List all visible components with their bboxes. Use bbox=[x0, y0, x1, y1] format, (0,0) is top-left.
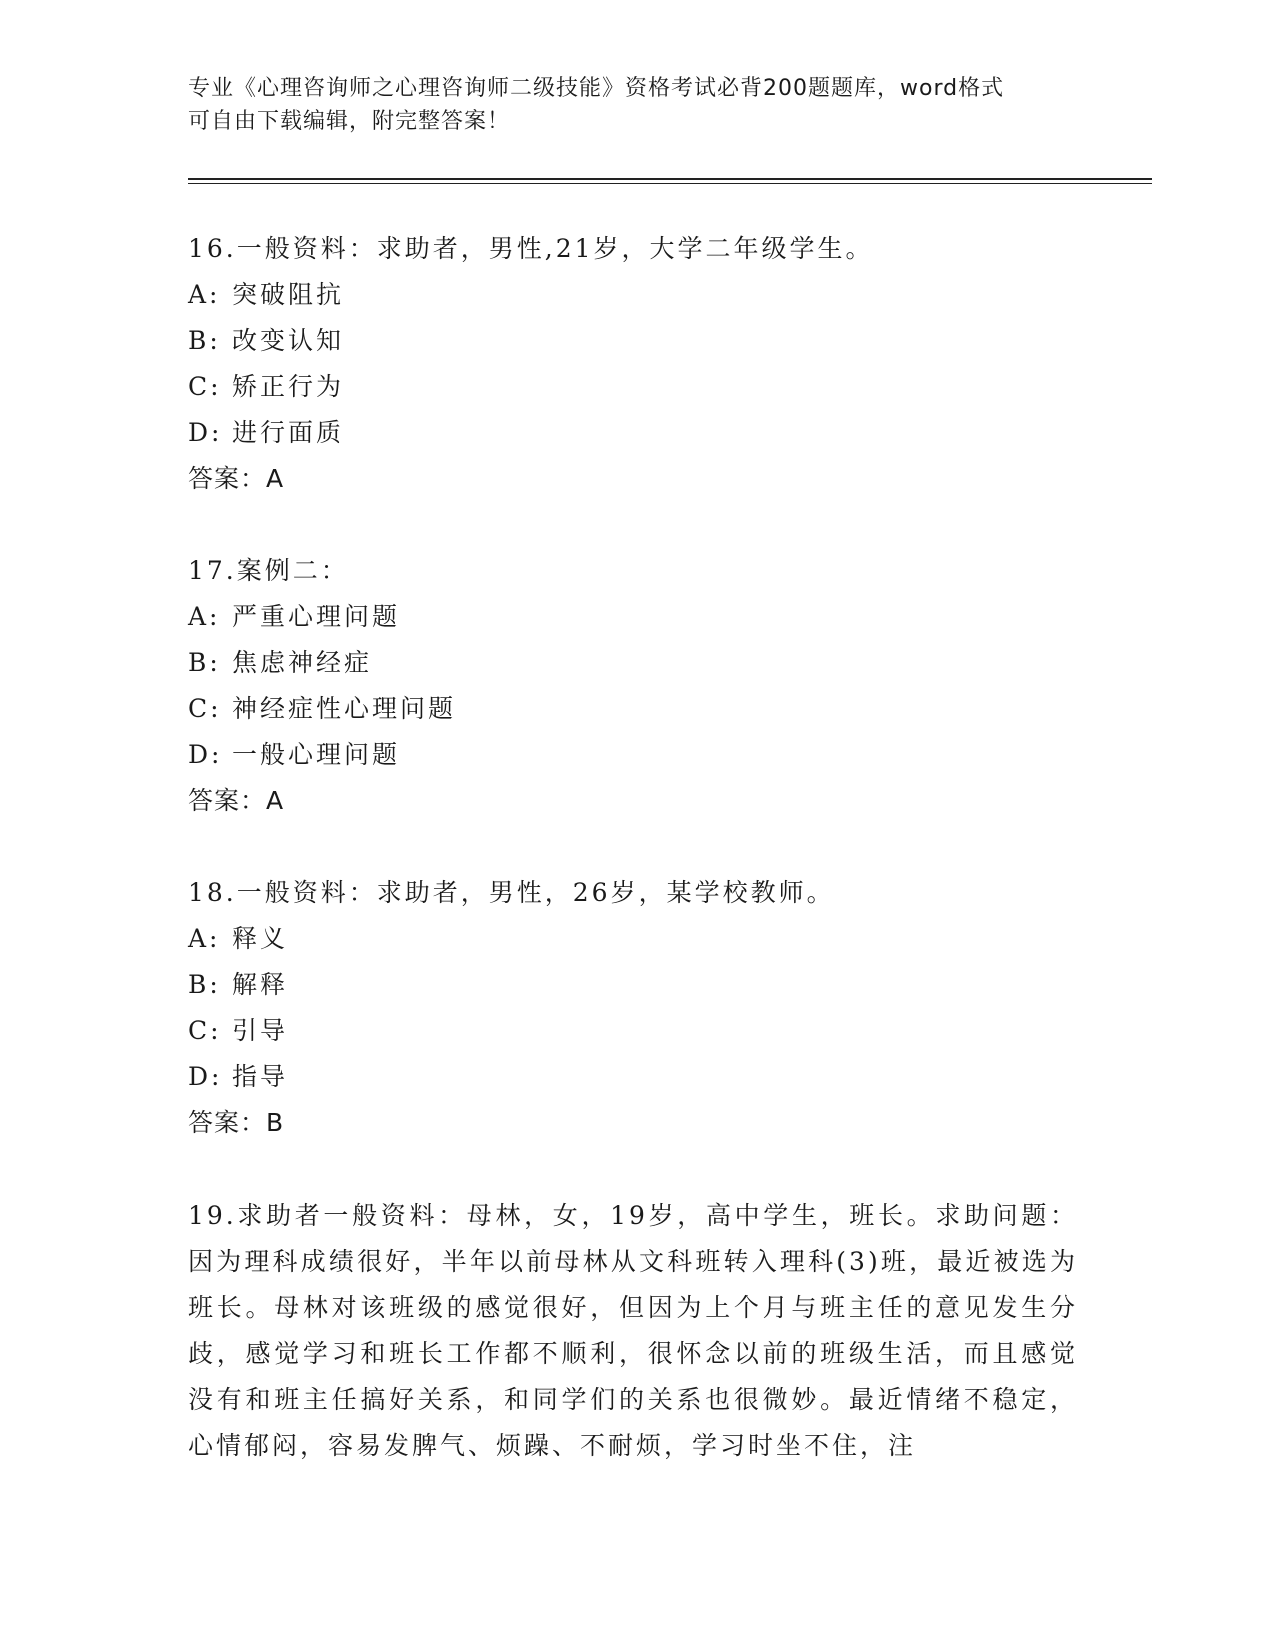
option-letter: A: bbox=[188, 602, 221, 631]
question-18 bbox=[188, 870, 1088, 1146]
option-text: 矫正行为 bbox=[232, 372, 345, 401]
header-line-1: 专业《心理咨询师之心理咨询师二级技能》资格考试必背200题题库，word格式 bbox=[188, 76, 1005, 101]
question-stem: 17.案例二： bbox=[188, 556, 349, 585]
answer: 答案：A bbox=[188, 464, 285, 493]
option-a bbox=[188, 272, 1088, 318]
header-rule-thick bbox=[188, 178, 1152, 180]
option-letter: D: bbox=[188, 740, 223, 769]
option-text: 神经症性心理问题 bbox=[232, 694, 457, 723]
question-17 bbox=[188, 548, 1088, 824]
option-text: 引导 bbox=[232, 1016, 289, 1045]
option-b bbox=[188, 962, 1088, 1008]
option-text: 解释 bbox=[232, 970, 289, 999]
option-letter: C: bbox=[188, 372, 222, 401]
option-b bbox=[188, 318, 1088, 364]
header-line-2: 可自由下载编辑，附完整答案！ bbox=[188, 109, 511, 134]
option-letter: C: bbox=[188, 1016, 222, 1045]
option-letter: C: bbox=[188, 694, 222, 723]
question-stem: 16.一般资料：求助者，男性,21岁，大学二年级学生。 bbox=[188, 234, 874, 263]
option-d bbox=[188, 732, 1088, 778]
option-letter: B: bbox=[188, 326, 221, 355]
option-text: 释义 bbox=[232, 924, 289, 953]
option-c bbox=[188, 364, 1088, 410]
option-text: 指导 bbox=[232, 1062, 289, 1091]
option-letter: A: bbox=[188, 924, 221, 953]
option-letter: D: bbox=[188, 418, 223, 447]
option-letter: A: bbox=[188, 280, 221, 309]
header-rule-thin bbox=[188, 183, 1152, 184]
option-text: 突破阻抗 bbox=[232, 280, 345, 309]
option-c bbox=[188, 1008, 1088, 1054]
option-c bbox=[188, 686, 1088, 732]
option-a bbox=[188, 594, 1088, 640]
question-19: 19.求助者一般资料：母林，女，19岁，高中学生，班长。求助问题：因为理科成绩很好，半年以前母林从文科班转入理科(3)班，最近被选为班长。母林对该班级的感觉很好，但因为上个月与班主任的意见发生分歧，感觉学习和班长工作都不顺利，很怀念以前的班级生活，而且感觉没有和班主任搞好关系，和同学们的关系也很微妙。最近情绪不稳定，心情郁闷，容易发脾气、烦躁、不耐烦，学习时坐不住，注 bbox=[188, 1201, 1078, 1460]
option-text: 进行面质 bbox=[232, 418, 345, 447]
option-b bbox=[188, 640, 1088, 686]
option-d bbox=[188, 1054, 1088, 1100]
question-stem: 18.一般资料：求助者，男性，26岁，某学校教师。 bbox=[188, 878, 835, 907]
option-a bbox=[188, 916, 1088, 962]
option-text: 焦虑神经症 bbox=[232, 648, 373, 677]
option-d bbox=[188, 410, 1088, 456]
option-letter: B: bbox=[188, 648, 221, 677]
document-header bbox=[188, 72, 1068, 138]
answer: 答案：A bbox=[188, 786, 285, 815]
question-16 bbox=[188, 226, 1088, 502]
option-text: 改变认知 bbox=[232, 326, 345, 355]
option-text: 严重心理问题 bbox=[232, 602, 401, 631]
answer: 答案：B bbox=[188, 1108, 285, 1137]
option-letter: D: bbox=[188, 1062, 223, 1091]
option-text: 一般心理问题 bbox=[232, 740, 401, 769]
option-letter: B: bbox=[188, 970, 221, 999]
